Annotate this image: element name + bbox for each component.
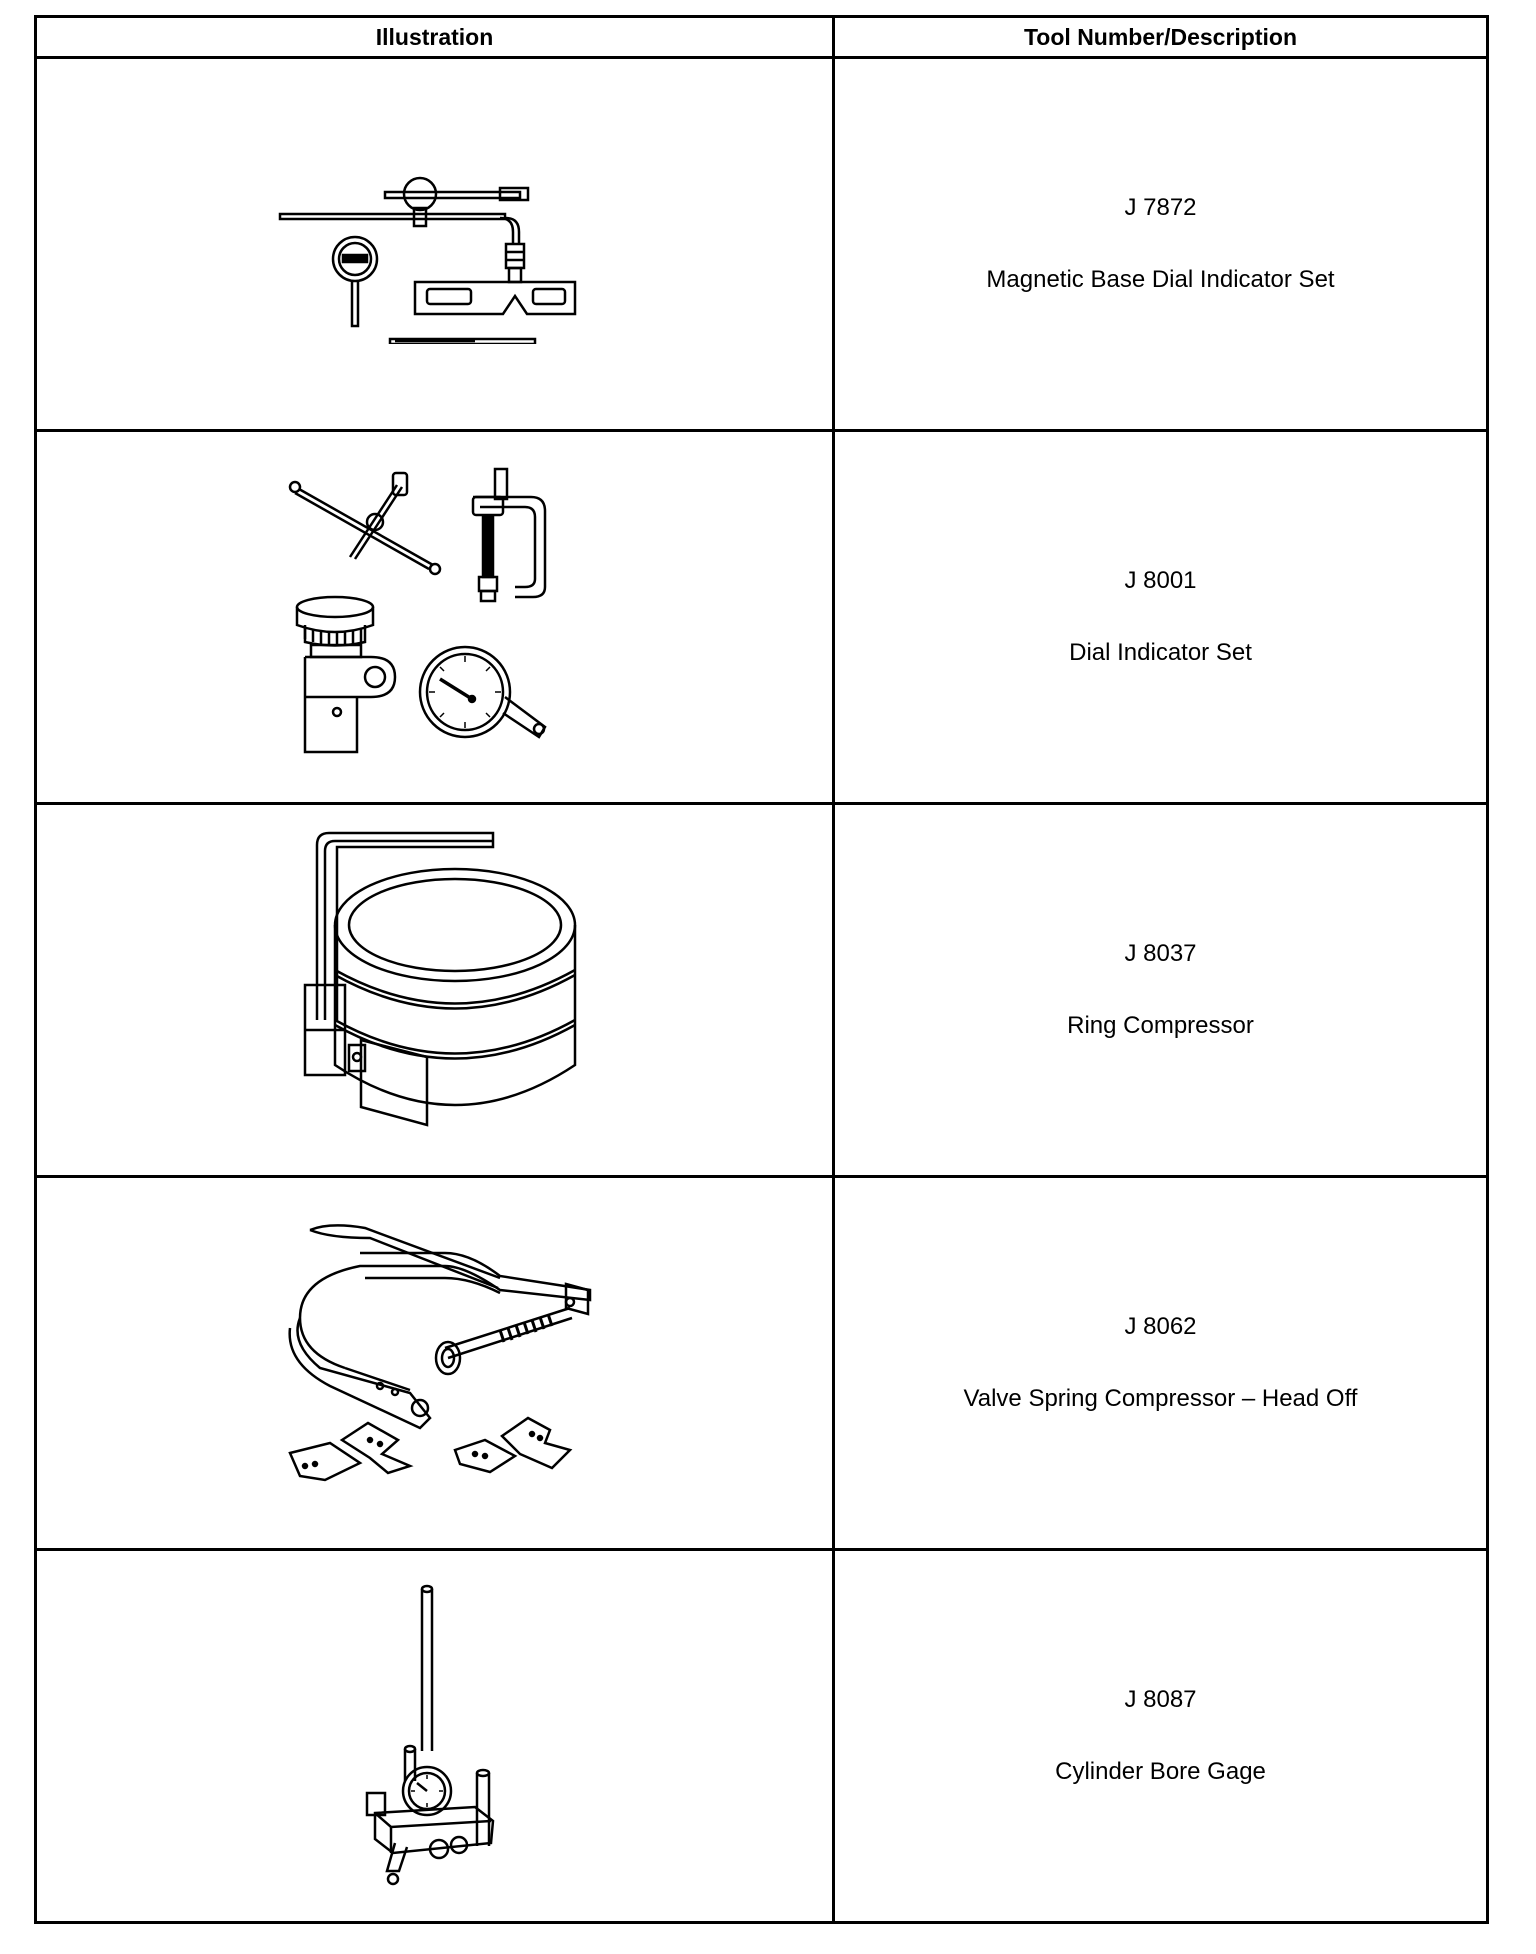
cylinder-bore-gage-icon	[355, 1581, 515, 1891]
table-row	[36, 58, 1488, 431]
table-row	[36, 1177, 1488, 1550]
tool-description: Ring Compressor	[1067, 1012, 1254, 1039]
table-row	[36, 431, 1488, 804]
magnetic-base-dial-indicator-icon	[275, 144, 595, 344]
ring-compressor-icon	[285, 825, 585, 1155]
table-row	[36, 1550, 1488, 1923]
tool-description-cell	[834, 58, 1488, 431]
illustration-cell	[36, 1177, 834, 1550]
tool-description-cell	[834, 1177, 1488, 1550]
illustration-cell	[36, 1550, 834, 1923]
illustration-cell	[36, 58, 834, 431]
tool-description: Valve Spring Compressor – Head Off	[963, 1385, 1358, 1412]
illustration-cell	[36, 804, 834, 1177]
tool-number: J 8087	[1124, 1686, 1197, 1713]
tool-description: Cylinder Bore Gage	[1055, 1758, 1266, 1785]
tool-description: Magnetic Base Dial Indicator Set	[986, 266, 1335, 293]
dial-indicator-set-icon	[275, 467, 595, 767]
tool-number: J 8062	[1124, 1313, 1197, 1340]
tool-description-cell	[834, 431, 1488, 804]
valve-spring-compressor-icon	[270, 1218, 600, 1508]
header-illustration: Illustration	[36, 17, 834, 58]
tool-description: Dial Indicator Set	[1069, 639, 1252, 666]
tool-number: J 8037	[1124, 940, 1197, 967]
tool-description-cell	[834, 804, 1488, 1177]
table-row	[36, 804, 1488, 1177]
tool-number: J 8001	[1124, 567, 1197, 594]
illustration-cell	[36, 431, 834, 804]
special-tools-table	[34, 15, 1489, 1924]
header-tool-number-description: Tool Number/Description	[834, 17, 1488, 58]
table-header-row	[36, 17, 1488, 58]
tool-description-cell	[834, 1550, 1488, 1923]
tool-number: J 7872	[1124, 194, 1197, 221]
